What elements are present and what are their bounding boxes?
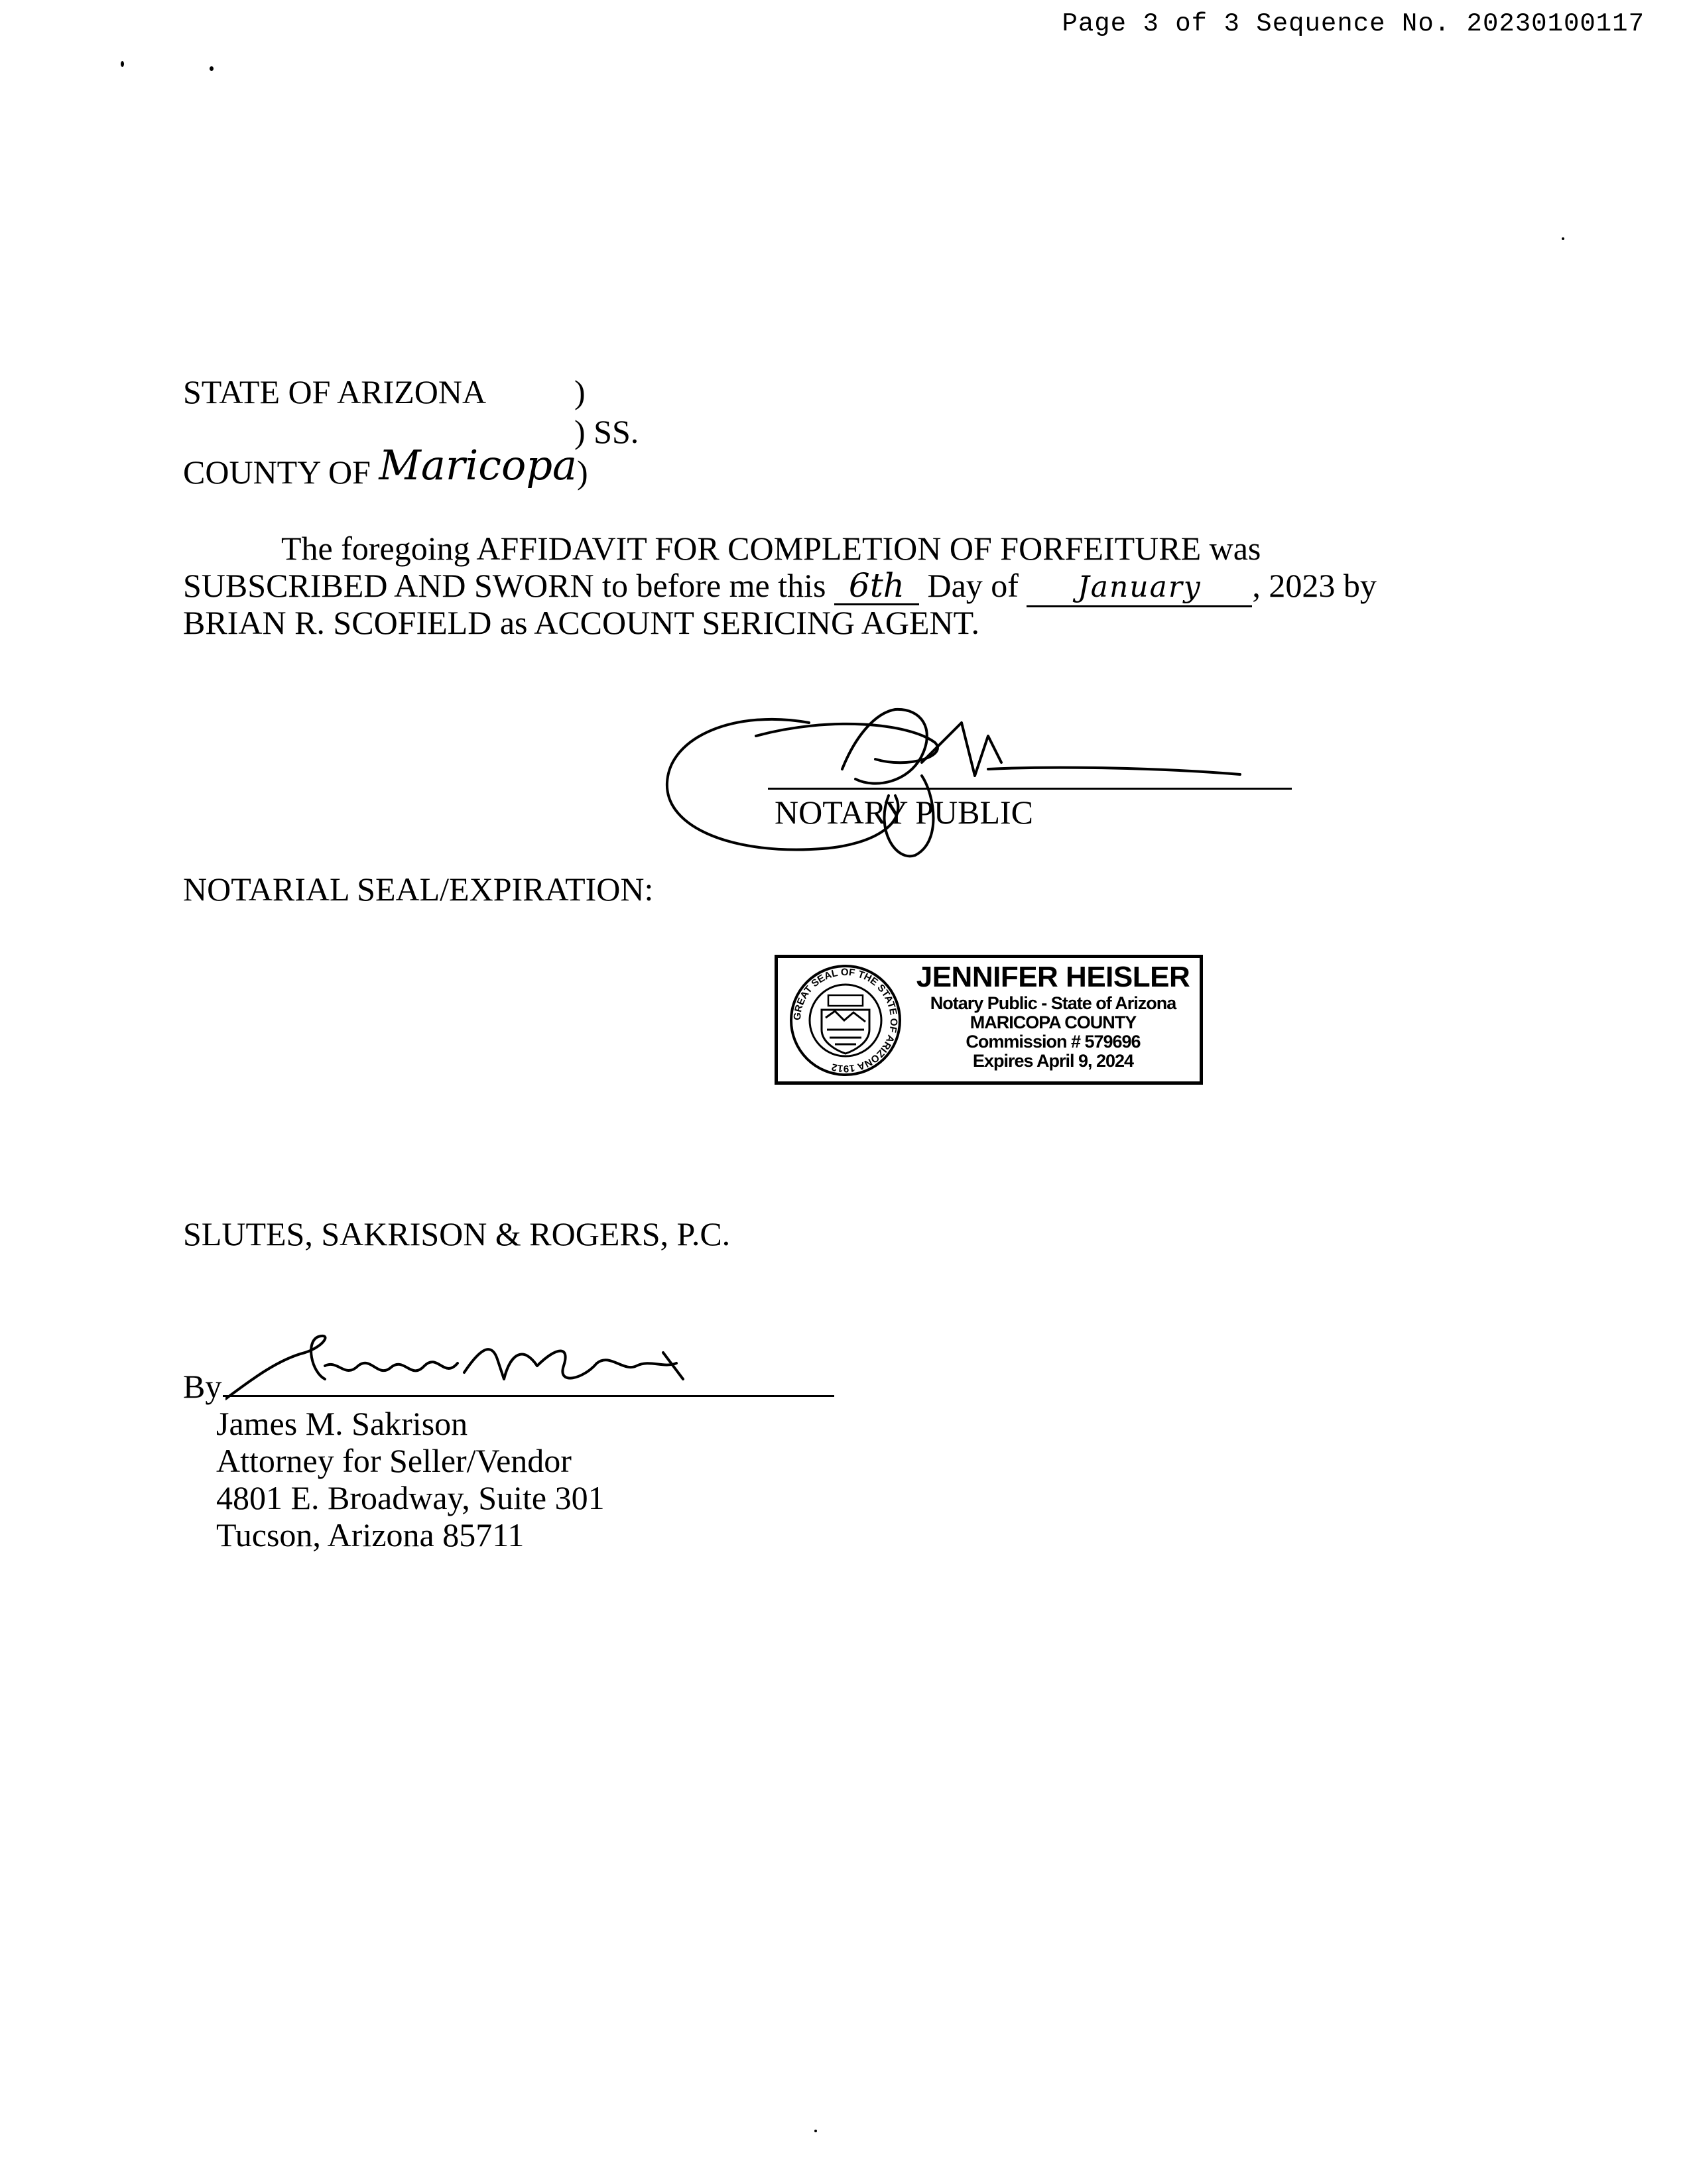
day-of-text: Day of <box>927 567 1019 604</box>
affidavit-line-2 <box>183 565 1377 607</box>
stamp-expiration: Expires April 9, 2024 <box>972 1051 1134 1071</box>
notary-signature-line <box>768 788 1292 790</box>
month-field: January <box>1027 570 1252 607</box>
notary-public-label: NOTARY PUBLIC <box>775 794 1034 831</box>
venue-bracket: ) <box>577 454 588 491</box>
sworn-text: SUBSCRIBED AND SWORN to before me this <box>183 567 826 604</box>
day-field: 6th <box>834 568 919 605</box>
arizona-state-seal <box>787 963 904 1077</box>
seal-ring-text: GREAT SEAL OF THE STATE OF ARIZONA 1912 <box>791 966 900 1075</box>
by-label: By <box>183 1368 222 1405</box>
page-sequence-header: Page 3 of 3 Sequence No. 20230100117 <box>1062 9 1645 38</box>
scan-speck <box>210 66 214 71</box>
state-line: STATE OF ARIZONA <box>183 373 487 410</box>
scan-speck <box>121 61 124 67</box>
scan-speck <box>1562 237 1564 240</box>
affidavit-line-3: BRIAN R. SCOFIELD as ACCOUNT SERICING AGENT. <box>183 604 980 641</box>
stamp-notary-name: JENNIFER HEISLER <box>916 961 1190 993</box>
notarial-seal-label: NOTARIAL SEAL/EXPIRATION: <box>183 871 654 908</box>
county-label: COUNTY OF <box>183 454 371 491</box>
address-line-2: Tucson, Arizona 85711 <box>216 1516 525 1553</box>
county-line <box>183 441 588 493</box>
firm-name: SLUTES, SAKRISON & ROGERS, P.C. <box>183 1215 731 1252</box>
county-handwritten: Maricopa <box>379 441 578 489</box>
stamp-notary-title: Notary Public - State of Arizona <box>930 993 1176 1013</box>
signatory-name: James M. Sakrison <box>216 1405 468 1442</box>
ss-bracket: ) SS. <box>574 413 639 450</box>
venue-bracket: ) <box>574 373 586 410</box>
affidavit-line-1: The foregoing AFFIDAVIT FOR COMPLETION OF FORFEITURE was <box>281 530 1261 567</box>
notary-signature <box>657 696 1306 869</box>
attorney-signature-line <box>223 1395 834 1397</box>
notary-stamp <box>775 955 1203 1085</box>
scan-speck <box>814 2130 817 2132</box>
stamp-county: MARICOPA COUNTY <box>970 1012 1137 1032</box>
year-text: , 2023 by <box>1252 567 1377 604</box>
address-line-1: 4801 E. Broadway, Suite 301 <box>216 1479 605 1516</box>
stamp-commission: Commission # 579696 <box>966 1032 1141 1052</box>
signatory-title: Attorney for Seller/Vendor <box>216 1442 572 1479</box>
